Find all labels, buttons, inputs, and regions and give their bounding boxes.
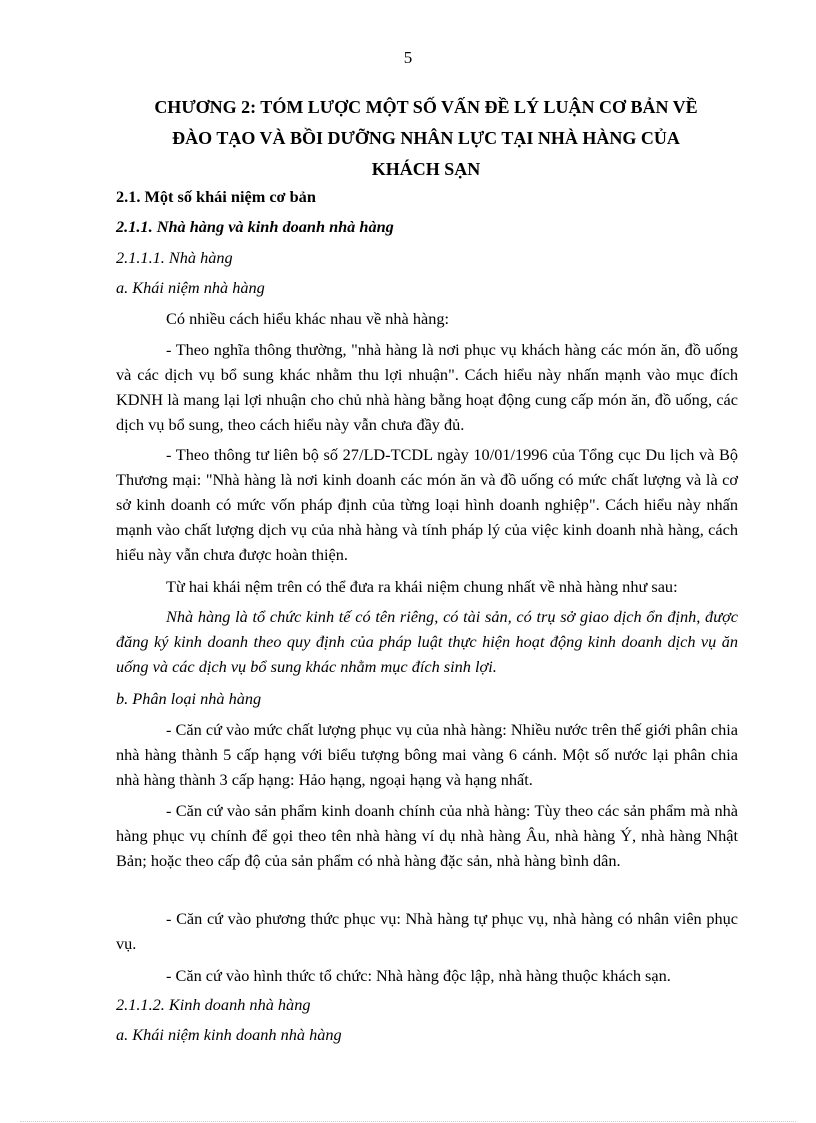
paragraph-service-method: - Căn cứ vào phương thức phục vụ: Nhà hàng tự phục vụ, nhà hàng có nhân viên phục vụ. [116,909,738,953]
paragraph-circular-definition: - Theo thông tư liên bộ số 27/LD-TCDL ngày 10/01/1996 của Tổng cục Du lịch và Bộ Thương mại: "Nhà hàng là nơi kinh doanh các món ăn và đồ uống có mức chất lượng và là cơ sở kinh doanh có mức vốn pháp định của từng loại hình doanh nghiệp". Cách hiểu này nhấn mạnh vào chất lượng dịch vụ của nhà hàng và tính pháp lý của việc kinh doanh nhà hàng, cách hiểu này vẫn chưa được hoàn thiện. [116,445,738,564]
chapter-title [116,92,736,185]
paragraph-organization-form: - Căn cứ vào hình thức tổ chức: Nhà hàng độc lập, nhà hàng thuộc khách sạn. [166,966,671,985]
subheading-restaurant-classification: b. Phân loại nhà hàng [116,689,262,708]
paragraph-intro: Có nhiều cách hiểu khác nhau về nhà hàng: [166,309,450,328]
paragraph-general-concept: Từ hai khái nệm trên có thể đưa ra khái niệm chung nhất về nhà hàng như sau: [166,577,678,596]
section-heading-2-1-1: 2.1.1. Nhà hàng và kinh doanh nhà hàng [116,217,394,236]
paragraph-main-product: - Căn cứ vào sản phẩm kinh doanh chính của nhà hàng: Tùy theo các sản phẩm mà nhà hàng phục vụ chính để gọi theo tên nhà hàng ví dụ nhà hàng Âu, nhà hàng Ý, nhà hàng Nhật Bản; hoặc theo cấp độ của sản phẩm có nhà hàng đặc sản, nhà hàng bình dân. [116,801,738,870]
paragraph-quality-level: - Căn cứ vào mức chất lượng phục vụ của nhà hàng: Nhiều nước trên thế giới phân chia nhà hàng thành 5 cấp hạng với biểu tượng bông mai vàng 6 cánh. Một số nước lại phân chia nhà hàng thành 3 cấp hạng: Hảo hạng, ngoại hạng và hạng nhất. [116,720,738,789]
chapter-title-line-3: KHÁCH SẠN [371,159,481,179]
chapter-title-line-1: CHƯƠNG 2: TÓM LƯỢC MỘT SỐ VẤN ĐỀ LÝ LUẬN CƠ BẢN VỀ [154,97,698,117]
page-bottom-rule [20,1121,796,1122]
chapter-title-line-2: ĐÀO TẠO VÀ BỒI DƯỠNG NHÂN LỰC TẠI NHÀ HÀNG CỦA [172,128,680,148]
section-heading-2-1: 2.1. Một số khái niệm cơ bản [116,187,316,206]
subheading-restaurant-concept: a. Khái niệm nhà hàng [116,278,265,297]
page-number: 5 [403,48,413,67]
paragraph-common-meaning: - Theo nghĩa thông thường, "nhà hàng là nơi phục vụ khách hàng các món ăn, đồ uống và các dịch vụ bổ sung khác nhằm thu lợi nhuận". Cách hiểu này nhấn mạnh vào mục đích KDNH là mang lại lợi nhuận cho chủ nhà hàng bằng hoạt động cung cấp món ăn, đồ uống, các dịch vụ bổ sung, theo cách hiểu này vẫn chưa đầy đủ. [116,340,738,434]
subheading-business-concept: a. Khái niệm kinh doanh nhà hàng [116,1025,342,1044]
section-heading-2-1-1-2: 2.1.1.2. Kinh doanh nhà hàng [116,995,311,1014]
paragraph-definition: Nhà hàng là tổ chức kinh tế có tên riêng, có tài sản, có trụ sở giao dịch ổn định, được đăng ký kinh doanh theo quy định của pháp luật thực hiện hoạt động kinh doanh dịch vụ ăn uống và các dịch vụ bổ sung khác nhằm mục đích sinh lợi. [116,607,738,676]
section-heading-2-1-1-1: 2.1.1.1. Nhà hàng [116,248,233,267]
